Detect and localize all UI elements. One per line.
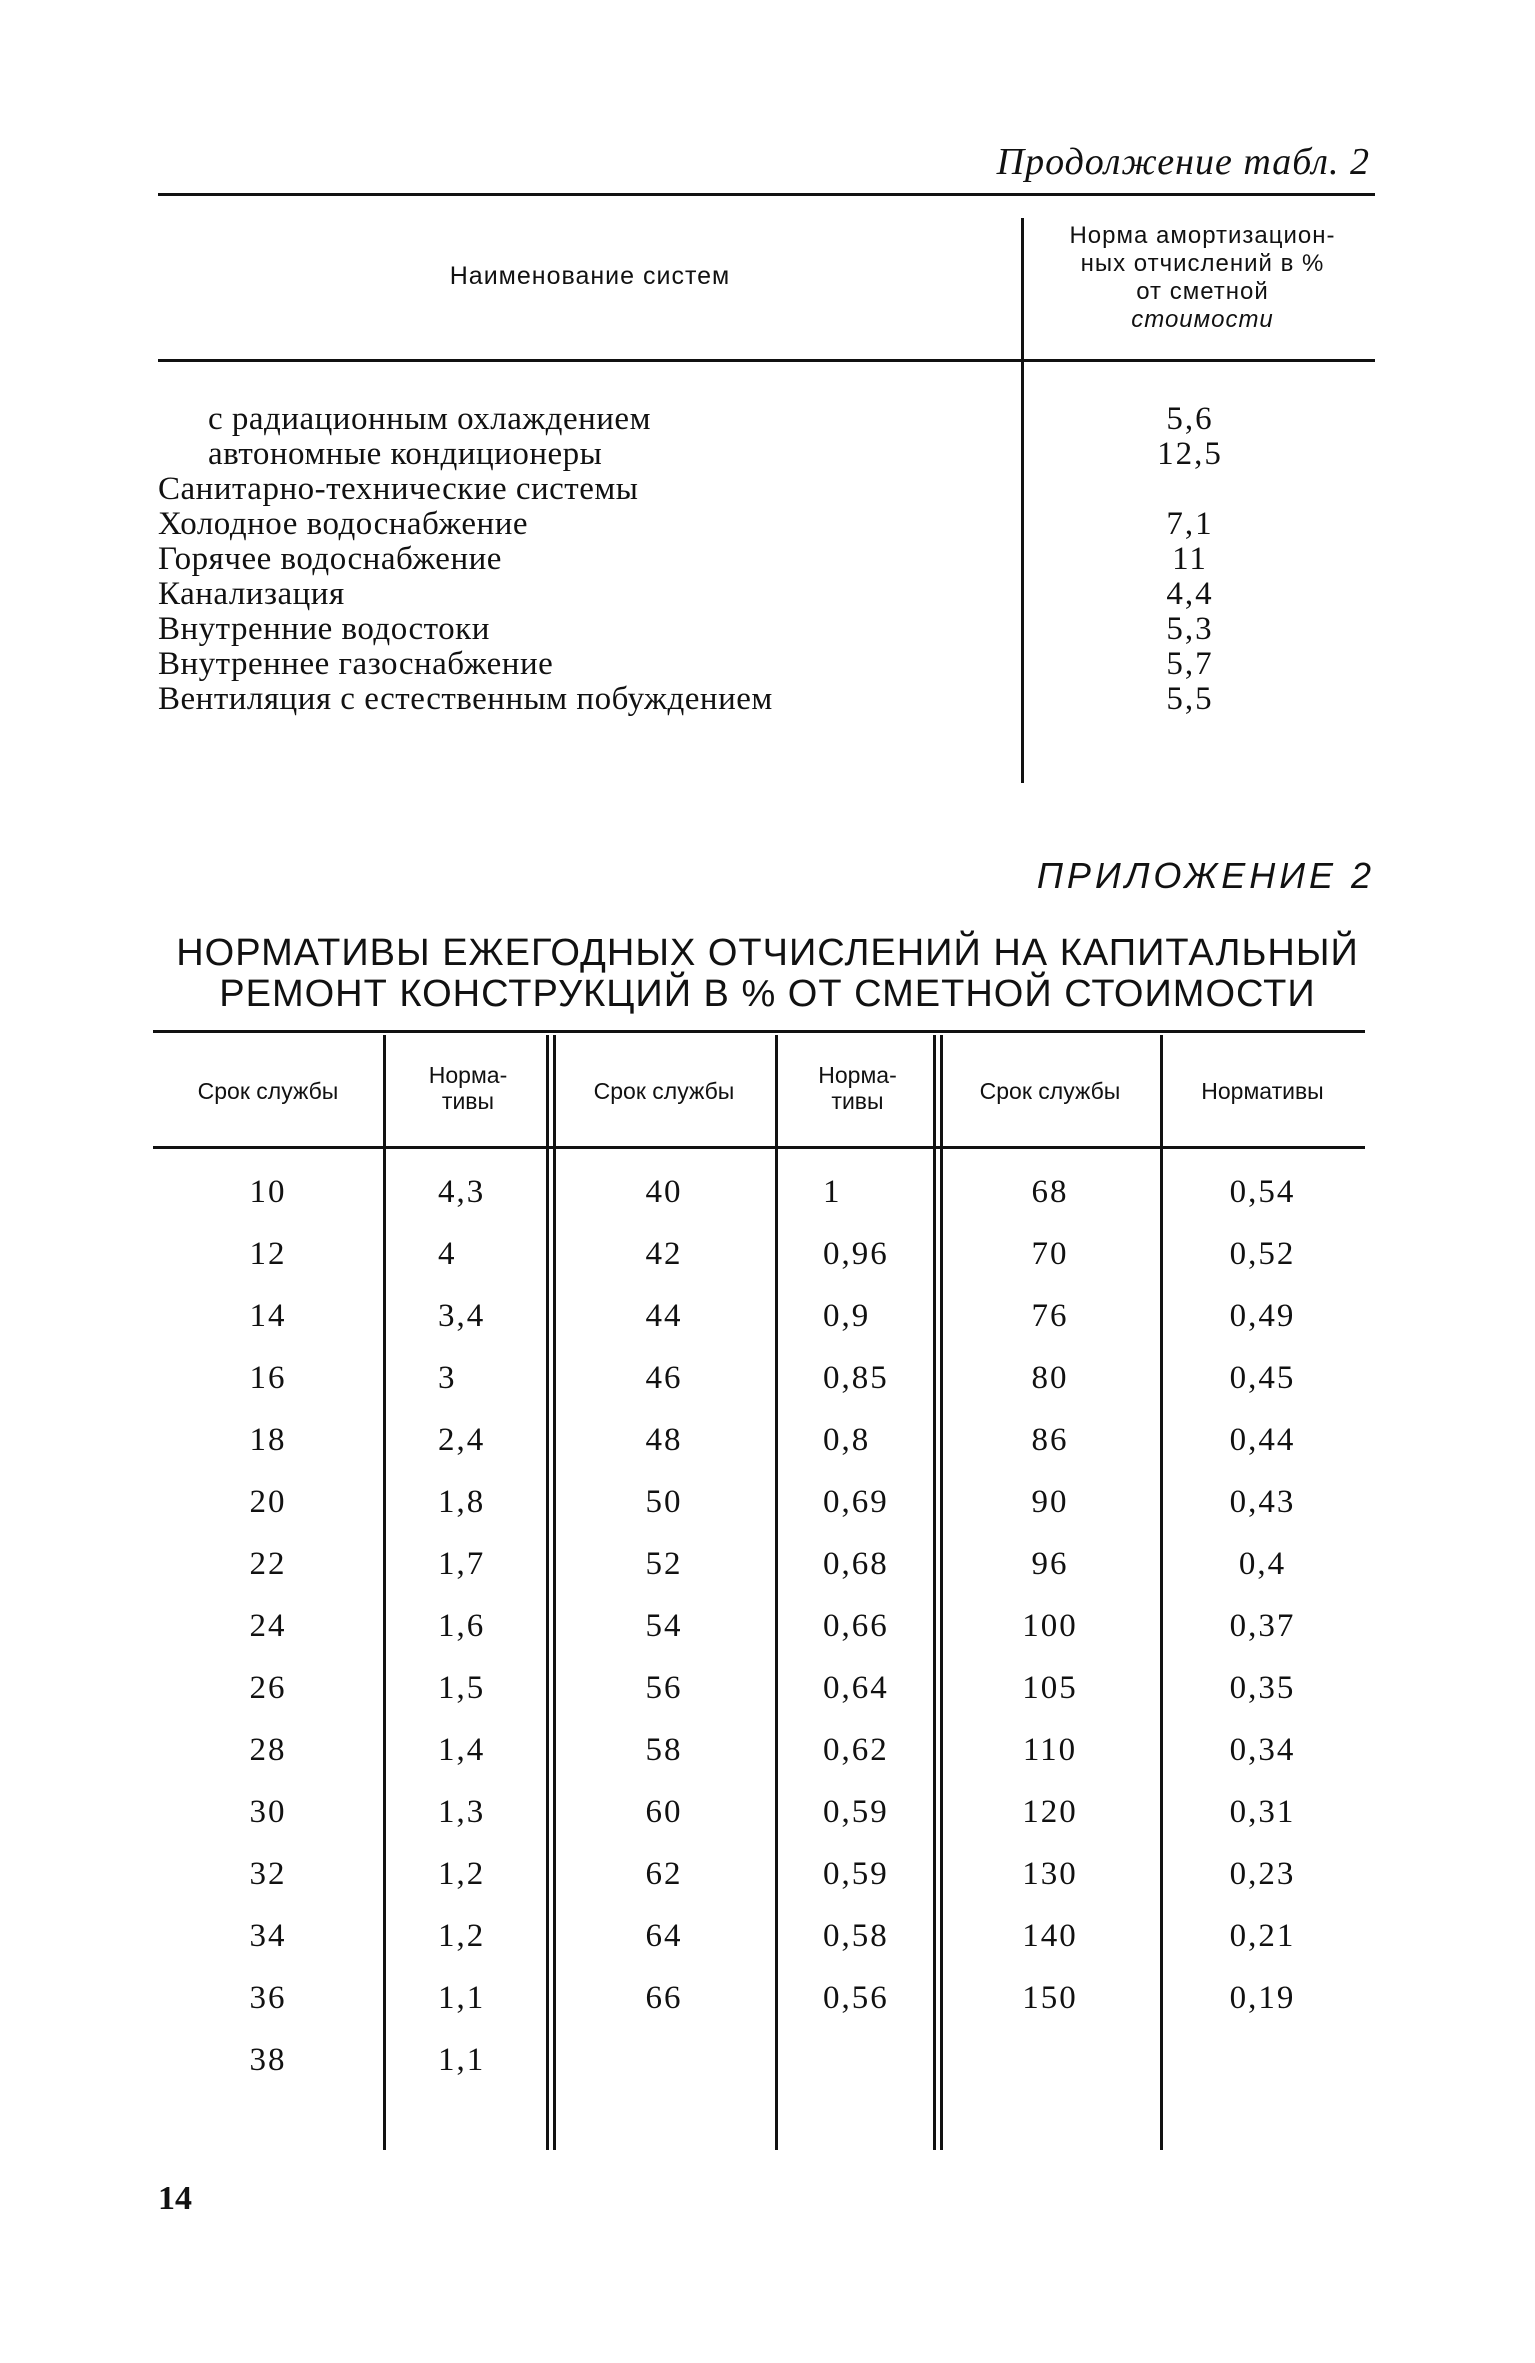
table2-norm-cell <box>823 2040 930 2080</box>
table2-service-life-cell: 80 <box>1031 1360 1069 1396</box>
table2-norm-cell: 1,8 <box>438 1484 486 1520</box>
table1-row <box>0 612 1535 647</box>
table2-norm-cell: 0,56 <box>823 1980 889 2016</box>
table2-norm-cell: 0,52 <box>1229 1236 1296 1272</box>
table2-column-divider <box>546 1035 549 2150</box>
table2-column-header-line: Срок службы <box>197 1078 339 1104</box>
table2-column-divider <box>775 1035 778 2150</box>
table2-norm-cell: 1,1 <box>438 1980 486 2016</box>
table2-service-life-cell: 20 <box>249 1484 287 1520</box>
table1-header-norm-line: Норма амортизацион- <box>1069 222 1336 249</box>
table1-system-name: Внутреннее газоснабжение <box>158 646 554 682</box>
table2-service-life-cell: 60 <box>645 1794 683 1830</box>
table2-norm-cell: 0,4 <box>1238 1546 1287 1582</box>
table2-norm-cell: 4,3 <box>438 1174 486 1210</box>
table1-header-name: Наименование систем <box>449 262 731 290</box>
table2-norm-cell: 0,58 <box>823 1918 889 1954</box>
table1-top-rule <box>158 193 1375 196</box>
table2-norm-cell: 1,4 <box>438 1732 486 1768</box>
appendix-caption: ПРИЛОЖЕНИЕ 2 <box>1036 855 1375 896</box>
table2-norm-cell <box>1160 2040 1365 2080</box>
table1-system-name: с радиационным охлаждением <box>208 401 651 437</box>
table2-column-header-line: Норма- <box>818 1062 897 1088</box>
table2-norm-cell: 0,64 <box>823 1670 889 1706</box>
table2-norm-cell: 1,2 <box>438 1918 486 1954</box>
table1-row <box>0 402 1535 437</box>
table2-norm-cell: 2,4 <box>438 1422 486 1458</box>
table2-column-header <box>553 1078 775 1104</box>
table2-service-life-cell: 30 <box>249 1794 287 1830</box>
table2-column-divider <box>933 1035 936 2150</box>
table1-system-name: Санитарно-технические системы <box>158 471 639 507</box>
table2-norm-cell: 0,8 <box>823 1422 871 1458</box>
table1-row <box>0 437 1535 472</box>
table2-service-life-cell: 96 <box>1031 1546 1069 1582</box>
table2-service-life-cell: 12 <box>249 1236 287 1272</box>
table2-column-header <box>153 1078 383 1104</box>
table2-service-life-cell: 120 <box>1022 1794 1078 1830</box>
table2-service-life-cell: 16 <box>249 1360 287 1396</box>
appendix-title-line: РЕМОНТ КОНСТРУКЦИЙ В % ОТ СМЕТНОЙ СТОИМОСТИ <box>219 973 1316 1015</box>
table1-row <box>0 577 1535 612</box>
table2-service-life-cell: 105 <box>1022 1670 1078 1706</box>
table1-norm-value: 11 <box>1172 541 1208 577</box>
table2-column-header <box>775 1062 940 1114</box>
table2-service-life-cell <box>553 2040 775 2080</box>
table1-header-norm-line: от сметной <box>1136 278 1269 305</box>
table2-service-life-cell: 50 <box>645 1484 683 1520</box>
table1-norm-value: 4,4 <box>1166 576 1214 612</box>
table2-service-life-cell: 62 <box>645 1856 683 1892</box>
table1-header-norm <box>1030 222 1375 334</box>
table2-service-life-cell: 130 <box>1022 1856 1078 1892</box>
table2-norm-cell: 0,85 <box>823 1360 889 1396</box>
table2-column-header <box>383 1062 553 1114</box>
table2-service-life-cell: 76 <box>1031 1298 1069 1334</box>
table2-service-life-cell: 24 <box>249 1608 287 1644</box>
table2-service-life-cell: 56 <box>645 1670 683 1706</box>
table2-service-life-cell: 86 <box>1031 1422 1069 1458</box>
table2-service-life-cell: 58 <box>645 1732 683 1768</box>
table2-norm-cell: 0,35 <box>1229 1670 1296 1706</box>
table2-service-life-cell: 22 <box>249 1546 287 1582</box>
table2-service-life-cell: 64 <box>645 1918 683 1954</box>
table2-service-life-cell: 70 <box>1031 1236 1069 1272</box>
table2-column-header <box>1160 1078 1365 1104</box>
table2-norm-cell: 0,43 <box>1229 1484 1296 1520</box>
table2-column-header-line: тивы <box>441 1088 495 1114</box>
table2-norm-cell: 0,49 <box>1229 1298 1296 1334</box>
table2-service-life-cell: 28 <box>249 1732 287 1768</box>
table1-system-name: Холодное водоснабжение <box>158 506 529 542</box>
table1-header-norm-line: ных отчислений в % <box>1080 250 1325 277</box>
table2-norm-cell: 0,19 <box>1229 1980 1296 2016</box>
table1-norm-value: 5,7 <box>1166 646 1214 682</box>
table2-norm-cell: 0,62 <box>823 1732 889 1768</box>
table2-norm-cell: 0,34 <box>1229 1732 1296 1768</box>
table2-service-life-cell: 140 <box>1022 1918 1078 1954</box>
table2-norm-cell: 1,5 <box>438 1670 486 1706</box>
table2-norm-cell: 0,68 <box>823 1546 889 1582</box>
appendix-title-line: НОРМАТИВЫ ЕЖЕГОДНЫХ ОТЧИСЛЕНИЙ НА КАПИТАЛЬНЫЙ <box>176 932 1359 974</box>
table2-norm-cell: 0,96 <box>823 1236 889 1272</box>
table2-norm-cell: 0,9 <box>823 1298 871 1334</box>
table2-service-life-cell: 54 <box>645 1608 683 1644</box>
table2-norm-cell: 1,6 <box>438 1608 486 1644</box>
continuation-caption: Продолжение табл. 2 <box>996 141 1370 183</box>
table2-norm-cell: 0,69 <box>823 1484 889 1520</box>
table2-service-life-cell: 34 <box>249 1918 287 1954</box>
table2-service-life-cell: 32 <box>249 1856 287 1892</box>
table1-norm-value: 5,3 <box>1166 611 1214 647</box>
table1-row <box>0 647 1535 682</box>
table2-column-header-line: тивы <box>831 1088 884 1114</box>
table1-header-rule <box>158 359 1375 362</box>
page-number: 14 <box>158 2180 192 2217</box>
table2-norm-cell: 1 <box>823 1174 842 1210</box>
table1-row <box>0 542 1535 577</box>
table2-service-life-cell: 38 <box>249 2042 287 2078</box>
table2-column-header-line: Норма- <box>428 1062 508 1088</box>
table1-norm-value: 7,1 <box>1166 506 1214 542</box>
table2-norm-cell: 0,59 <box>823 1794 889 1830</box>
table2-norm-cell: 0,44 <box>1229 1422 1296 1458</box>
table1-system-name: автономные кондиционеры <box>208 436 603 472</box>
table2-column-header-line: Нормативы <box>1201 1078 1324 1104</box>
table2-column-header-line: Срок службы <box>593 1078 735 1104</box>
table2-service-life-cell: 150 <box>1022 1980 1078 2016</box>
table2-norm-cell: 0,37 <box>1229 1608 1296 1644</box>
table2-service-life-cell: 46 <box>645 1360 683 1396</box>
table1-system-name: Горячее водоснабжение <box>158 541 502 577</box>
table1-system-name: Внутренние водостоки <box>158 611 490 647</box>
table2-norm-cell: 3 <box>438 1360 457 1396</box>
table2-column-header-line: Срок службы <box>979 1078 1121 1104</box>
table2-norm-cell: 1,3 <box>438 1794 486 1830</box>
table2-norm-cell: 0,66 <box>823 1608 889 1644</box>
table2-service-life-cell: 10 <box>249 1174 287 1210</box>
table2-service-life-cell: 14 <box>249 1298 287 1334</box>
table2-norm-cell: 1,1 <box>438 2042 486 2078</box>
table2-service-life-cell: 110 <box>1022 1732 1078 1768</box>
table2-norm-cell: 4 <box>438 1236 457 1272</box>
table1-norm-value: 12,5 <box>1157 436 1223 472</box>
table2-column-header <box>940 1078 1160 1104</box>
table2-service-life-cell: 26 <box>249 1670 287 1706</box>
table2-service-life-cell: 52 <box>645 1546 683 1582</box>
table2-service-life-cell: 44 <box>645 1298 683 1334</box>
table2-service-life-cell: 18 <box>249 1422 287 1458</box>
table1-norm-value: 5,6 <box>1166 401 1214 437</box>
table1-system-name: Канализация <box>158 576 345 612</box>
table2-service-life-cell: 90 <box>1031 1484 1069 1520</box>
table1-norm-value: 5,5 <box>1166 681 1214 717</box>
table2-top-rule <box>153 1030 1365 1033</box>
table2-norm-cell: 0,45 <box>1229 1360 1296 1396</box>
table2-norm-cell: 0,54 <box>1229 1174 1296 1210</box>
table1-header-norm-line: стоимости <box>1131 306 1274 333</box>
table2-norm-cell: 0,31 <box>1229 1794 1296 1830</box>
table2-norm-cell: 0,23 <box>1229 1856 1296 1892</box>
table1-row <box>0 472 1535 507</box>
table1-row <box>0 507 1535 542</box>
table2-norm-cell: 0,21 <box>1229 1918 1296 1954</box>
table2-column-divider <box>383 1035 386 2150</box>
table2-norm-cell: 1,2 <box>438 1856 486 1892</box>
table2-service-life-cell: 68 <box>1031 1174 1069 1210</box>
table1-row <box>0 682 1535 717</box>
table1-system-name: Вентиляция с естественным побуждением <box>158 681 773 717</box>
table2-service-life-cell: 42 <box>645 1236 683 1272</box>
table2-header-rule <box>153 1146 1365 1149</box>
table2-service-life-cell: 48 <box>645 1422 683 1458</box>
table2-service-life-cell <box>940 2040 1160 2080</box>
table2-norm-cell: 0,59 <box>823 1856 889 1892</box>
table2-norm-cell: 3,4 <box>438 1298 486 1334</box>
table2-service-life-cell: 36 <box>249 1980 287 2016</box>
table2-service-life-cell: 40 <box>645 1174 683 1210</box>
table2-service-life-cell: 100 <box>1022 1608 1078 1644</box>
table2-norm-cell: 1,7 <box>438 1546 486 1582</box>
table2-service-life-cell: 66 <box>645 1980 683 2016</box>
